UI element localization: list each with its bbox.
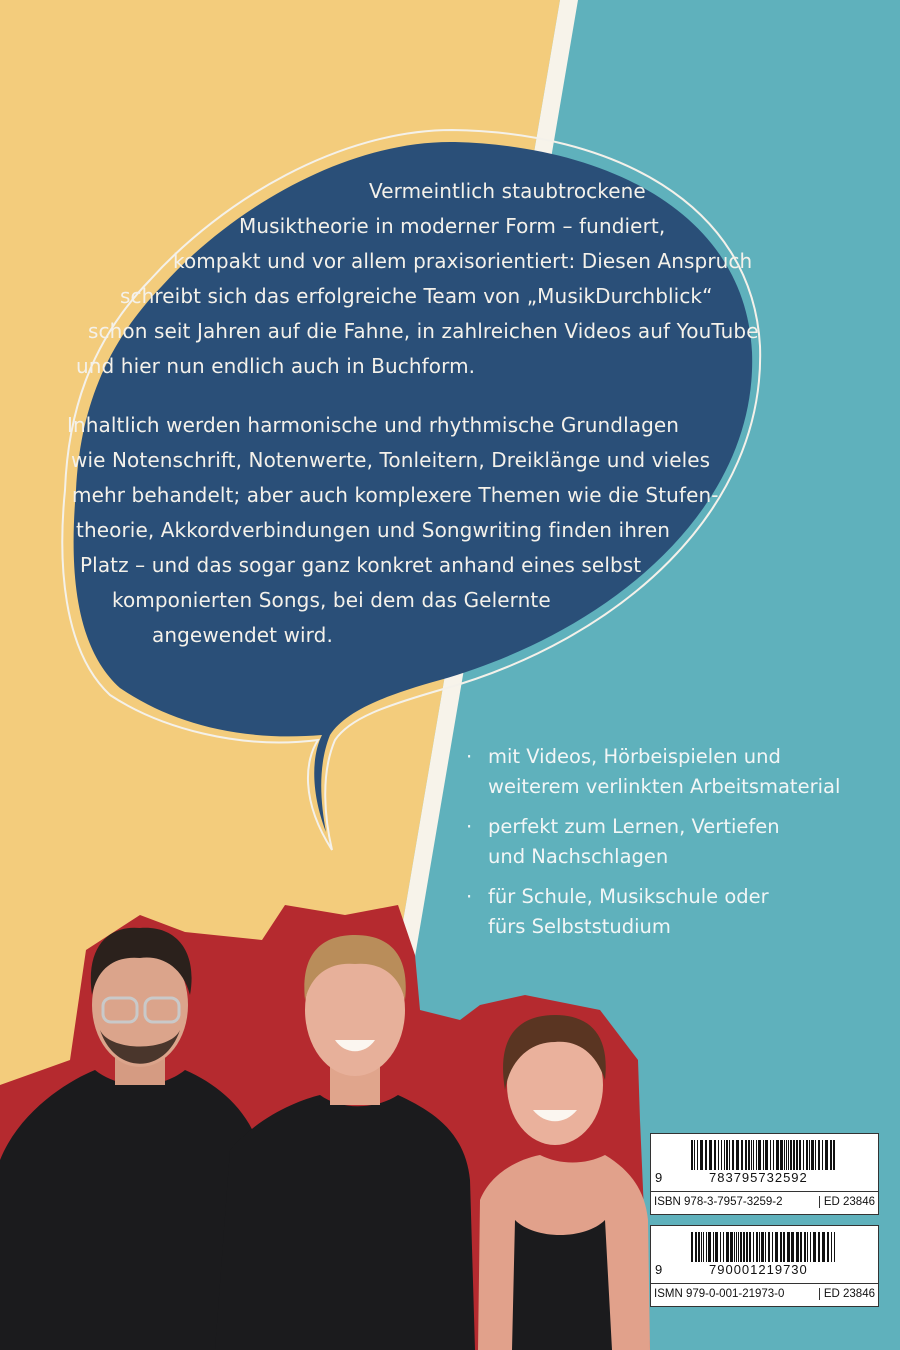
barcode-bar: [799, 1140, 801, 1170]
barcode-bar: [818, 1140, 820, 1170]
bubble-line: Vermeintlich staubtrockene: [369, 179, 646, 203]
barcode-bar: [765, 1232, 766, 1262]
barcode-bar: [738, 1232, 739, 1262]
barcode-bar: [818, 1232, 820, 1262]
ismn-row: [651, 1283, 878, 1306]
barcode-bar: [770, 1140, 771, 1170]
barcode-bar: [830, 1140, 832, 1170]
barcode-bar: [709, 1140, 712, 1170]
barcode-bar: [758, 1140, 761, 1170]
barcode-bar: [721, 1140, 722, 1170]
barcode-bar: [703, 1232, 704, 1262]
barcode-bar: [745, 1140, 747, 1170]
barcode-bar: [790, 1140, 792, 1170]
barcode-bar: [730, 1232, 733, 1262]
barcode-bar: [756, 1140, 757, 1170]
barcode-bar: [793, 1140, 795, 1170]
bubble-line: theorie, Akkordverbindungen und Songwriting finden ihren: [76, 518, 671, 542]
barcode-bar: [772, 1232, 773, 1262]
barcode-bar: [759, 1232, 760, 1262]
ismn-digits: 790001219730: [709, 1262, 808, 1277]
barcode-bar: [706, 1232, 707, 1262]
feature-line: für Schule, Musikschule oder: [488, 885, 769, 908]
barcode-bar: [768, 1232, 770, 1262]
ismn-edition: ED 23846: [819, 1288, 875, 1300]
barcode-bar: [740, 1232, 742, 1262]
barcode-bar: [749, 1232, 751, 1262]
bubble-line: wie Notenschrift, Notenwerte, Tonleitern, Dreiklänge und vieles: [71, 448, 711, 472]
barcode-bar: [732, 1140, 734, 1170]
barcode-bar: [713, 1232, 714, 1262]
bubble-line: schreibt sich das erfolgreiche Team von „MusikDurchblick“: [120, 284, 713, 308]
feature-item: [466, 742, 840, 802]
bubble-line: komponierten Songs, bei dem das Gelernte: [112, 588, 551, 612]
isbn-bars: [691, 1140, 841, 1170]
barcode-bar: [822, 1140, 823, 1170]
bullet-marker: ·: [466, 815, 473, 838]
bubble-line: Inhaltlich werden harmonische und rhythmische Grundlagen: [67, 413, 680, 437]
ismn-code: ISMN 979-0-001-21973-0: [654, 1288, 785, 1300]
feature-list: [466, 742, 840, 952]
isbn-edition: ED 23846: [819, 1196, 875, 1208]
barcode-bar: [756, 1232, 758, 1262]
bubble-paragraph-1: [0, 174, 900, 384]
barcode-bar: [697, 1140, 698, 1170]
bubble-line: und hier nun endlich auch in Buchform.: [76, 354, 476, 378]
barcode-bar: [827, 1232, 829, 1262]
feature-line: fürs Selbststudium: [488, 915, 671, 938]
barcode-bar: [775, 1232, 778, 1262]
barcode-bar: [806, 1140, 808, 1170]
barcode-bar: [773, 1140, 774, 1170]
bubble-line: Musiktheorie in moderner Form – fundiert,: [239, 214, 666, 238]
bubble-line: kompakt und vor allem praxisorientiert: Diesen Anspruch: [173, 249, 753, 273]
barcode-bar: [796, 1140, 798, 1170]
barcode-bar: [691, 1140, 693, 1170]
barcode-bar: [780, 1232, 782, 1262]
barcode-bar: [753, 1232, 754, 1262]
barcode-bar: [811, 1140, 814, 1170]
bubble-line: Platz – und das sogar ganz konkret anhand eines selbst: [80, 553, 642, 577]
barcode-bar: [763, 1140, 764, 1170]
feature-line: weiterem verlinkten Arbeitsmaterial: [488, 775, 841, 798]
barcode-bar: [718, 1140, 719, 1170]
barcode-bar: [822, 1232, 825, 1262]
isbn-row: [651, 1191, 878, 1214]
barcode-bar: [723, 1232, 724, 1262]
barcode-bar: [784, 1140, 785, 1170]
isbn-code: ISBN 978-3-7957-3259-2: [654, 1196, 783, 1208]
feature-line: und Nachschlagen: [488, 845, 669, 868]
barcode-bar: [825, 1140, 828, 1170]
ismn-bars: [691, 1232, 841, 1262]
barcode-bar: [691, 1232, 693, 1262]
feature-line: mit Videos, Hörbeispielen und: [488, 745, 781, 768]
barcode-bar: [701, 1232, 702, 1262]
ismn-barcode: [650, 1225, 879, 1307]
bullet-marker: ·: [466, 745, 473, 768]
barcode-bar: [833, 1140, 835, 1170]
barcode-bar: [741, 1140, 743, 1170]
barcode-bar: [807, 1232, 808, 1262]
bubble-paragraph-2: [0, 408, 900, 653]
barcode-bar: [743, 1232, 745, 1262]
barcode-bar: [698, 1232, 700, 1262]
barcode-bar: [736, 1140, 739, 1170]
barcode-bar: [804, 1232, 806, 1262]
barcode-bar: [695, 1232, 697, 1262]
ismn-lead-digit: 9: [655, 1262, 663, 1277]
barcode-bar: [765, 1140, 768, 1170]
barcode-bar: [786, 1140, 787, 1170]
barcode-bar: [788, 1140, 789, 1170]
barcode-bar: [803, 1140, 804, 1170]
barcode-bar: [751, 1140, 752, 1170]
barcode-bar: [729, 1140, 730, 1170]
bubble-line: angewendet wird.: [152, 623, 333, 647]
barcode-bar: [726, 1232, 729, 1262]
feature-item: [466, 882, 840, 942]
barcode-bar: [753, 1140, 754, 1170]
feature-line: perfekt zum Lernen, Vertiefen: [488, 815, 780, 838]
person-middle-shirt: [215, 1095, 475, 1350]
barcode-bar: [734, 1232, 735, 1262]
barcode-bar: [810, 1232, 811, 1262]
feature-item: [466, 812, 840, 872]
person-right-top: [512, 1220, 612, 1350]
barcode-bar: [720, 1232, 721, 1262]
barcode-bar: [834, 1232, 835, 1262]
barcode-bar: [813, 1232, 816, 1262]
isbn-lead-digit: 9: [655, 1170, 663, 1185]
barcode-bar: [700, 1140, 703, 1170]
barcode-bar: [748, 1140, 750, 1170]
bullet-marker: ·: [466, 885, 473, 908]
barcode-bar: [787, 1232, 790, 1262]
barcode-bar: [796, 1232, 799, 1262]
barcode-bar: [715, 1232, 718, 1262]
barcode-bar: [708, 1232, 711, 1262]
bubble-line: schon seit Jahren auf die Fahne, in zahlreichen Videos auf YouTube: [88, 319, 759, 343]
barcode-bar: [746, 1232, 748, 1262]
barcode-bar: [815, 1140, 816, 1170]
barcode-bar: [736, 1232, 737, 1262]
bubble-line: mehr behandelt; aber auch komplexere Themen wie die Stufen-: [72, 483, 719, 507]
isbn-barcode: [650, 1133, 879, 1215]
barcode-bar: [714, 1140, 716, 1170]
barcode-bar: [776, 1140, 779, 1170]
barcode-bar: [705, 1140, 707, 1170]
barcode-bar: [809, 1140, 810, 1170]
barcode-bar: [761, 1232, 764, 1262]
barcode-bar: [831, 1232, 832, 1262]
barcode-bar: [791, 1232, 794, 1262]
barcode-bar: [726, 1140, 728, 1170]
barcode-bar: [780, 1140, 783, 1170]
barcode-bar: [694, 1140, 695, 1170]
barcode-bar: [800, 1232, 802, 1262]
isbn-digits: 783795732592: [709, 1170, 808, 1185]
barcode-bar: [724, 1140, 725, 1170]
barcode-bar: [783, 1232, 785, 1262]
